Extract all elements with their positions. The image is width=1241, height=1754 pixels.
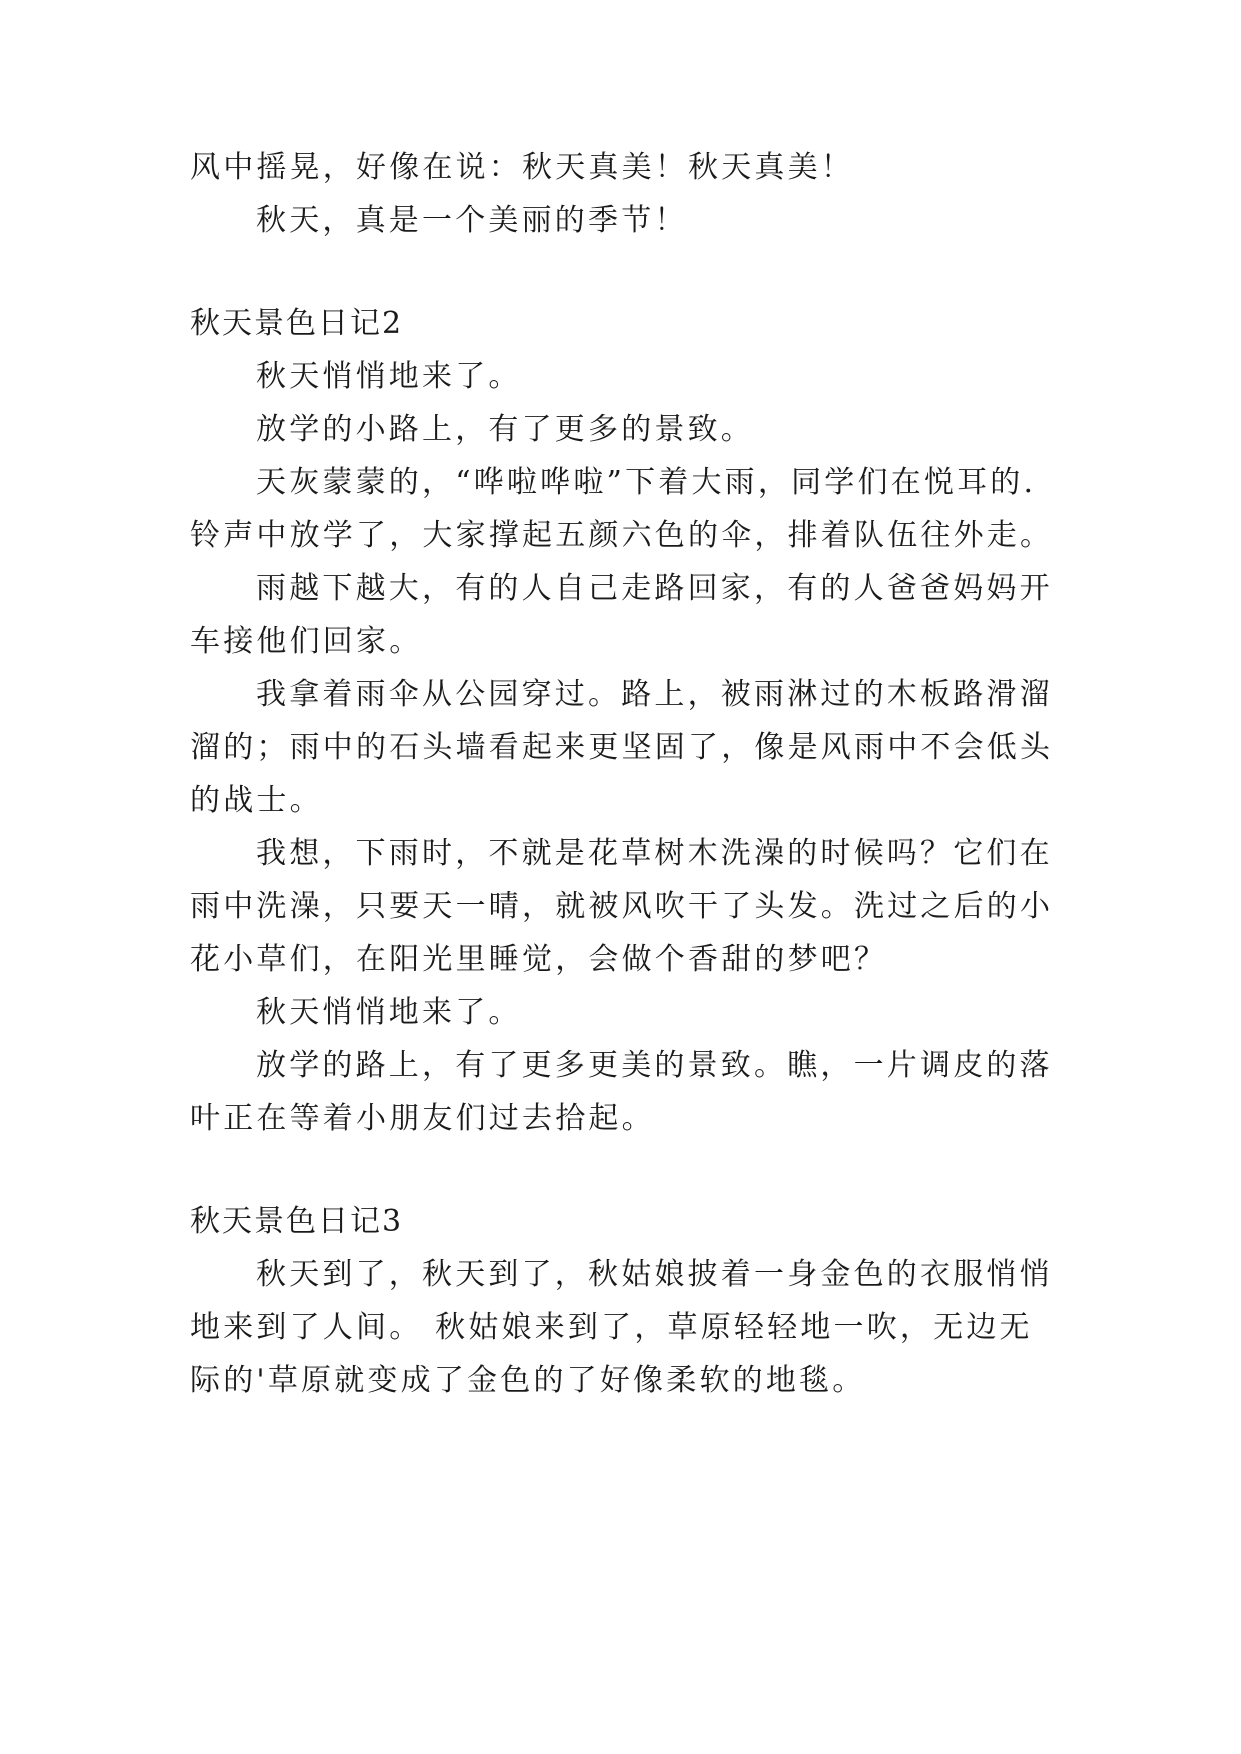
paragraph-line: 雨中洗澡，只要天一晴，就被风吹干了头发。洗过之后的小 [190,889,1054,924]
paragraph-line: 雨越下越大，有的人自己走路回家，有的人爸爸妈妈开 [256,571,1053,606]
paragraph-line: 放学的路上，有了更多更美的景致。瞧，一片调皮的落 [256,1048,1053,1083]
section-heading: 秋天景色日记3 [190,1204,404,1239]
paragraph-line: 秋天悄悄地来了。 [256,995,522,1030]
paragraph-line: 天灰蒙蒙的，“哗啦哗啦”下着大雨，同学们在悦耳的. [256,465,1037,500]
paragraph-line: 际的'草原就变成了金色的了好像柔软的地毯。 [190,1363,866,1398]
paragraph-line: 风中摇晃，好像在说：秋天真美！秋天真美！ [190,150,854,185]
paragraph-line: 铃声中放学了，大家撑起五颜六色的伞，排着队伍往外走。 [190,518,1054,553]
paragraph-line: 车接他们回家。 [190,624,423,659]
paragraph-line: 秋天悄悄地来了。 [256,359,522,394]
paragraph-line: 秋天到了，秋天到了，秋姑娘披着一身金色的衣服悄悄 [256,1257,1053,1292]
paragraph-line: 的战士。 [190,783,323,818]
paragraph-line: 叶正在等着小朋友们过去拾起。 [190,1101,655,1136]
paragraph-line: 地来到了人间。 秋姑娘来到了，草原轻轻地一吹，无边无 [190,1310,1033,1345]
paragraph-line: 花小草们，在阳光里睡觉，会做个香甜的梦吧？ [190,942,888,977]
paragraph-line: 我拿着雨伞从公园穿过。路上，被雨淋过的木板路滑溜 [256,677,1053,712]
paragraph-line: 溜的；雨中的石头墙看起来更坚固了，像是风雨中不会低头 [190,730,1054,765]
paragraph-line: 我想，下雨时，不就是花草树木洗澡的时候吗？它们在 [256,836,1053,871]
paragraph-line: 秋天，真是一个美丽的季节！ [256,203,688,238]
paragraph-line: 放学的小路上，有了更多的景致。 [256,412,754,447]
section-heading: 秋天景色日记2 [190,306,404,341]
